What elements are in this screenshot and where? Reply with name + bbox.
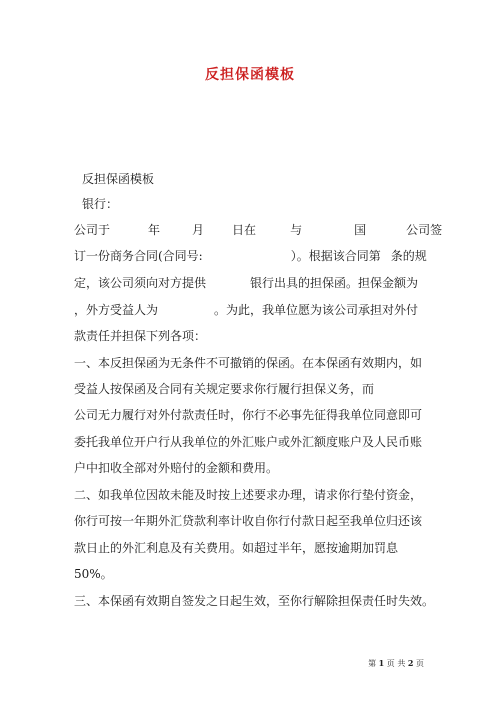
text-fragment: ，外方受益人为 — [74, 303, 159, 317]
text-line-4 — [74, 302, 434, 318]
text-fragment: ）。根据该合同第 — [290, 249, 381, 263]
text-fragment: 条的规 — [390, 249, 427, 263]
footer-text: 页 — [416, 659, 424, 668]
text-line-14: 50%。 — [74, 567, 113, 581]
footer-text: 页 共 — [386, 659, 406, 668]
text-line-1 — [74, 222, 443, 238]
text-line-7: 受益人按保函及合同有关规定要求你行履行担保义务，而 — [74, 382, 375, 396]
text-line-12: 你行可按一年期外汇贷款利率计收自你行付款日起至我单位归还该 — [74, 514, 423, 528]
text-fragment: 日在 — [232, 223, 257, 237]
text-line-13: 款日止的外汇利息及有关费用。如超过半年，愿按逾期加罚息 — [74, 541, 399, 555]
total-page-number: 2 — [407, 658, 414, 668]
footer-text: 第 — [368, 659, 377, 668]
text-line-15: 三、本保函有效期自签发之日起生效，至你行解除担保责任时失效。 — [74, 594, 435, 608]
text-line-9: 委托我单位开户行从我单位的外汇账户或外汇额度账户及人民币账 — [74, 435, 423, 449]
text-fragment: 定，该公司须向对方提供 — [74, 276, 207, 290]
document-subtitle: 反担保函模板 — [82, 172, 155, 186]
text-fragment: 公司签 — [406, 223, 443, 237]
text-line-10: 户中扣收全部对外赔付的金额和费用。 — [74, 461, 279, 475]
text-fragment: 月 — [192, 223, 205, 237]
text-line-5: 款责任并担保下列各项： — [74, 329, 207, 343]
text-fragment: 年 — [148, 223, 161, 237]
text-fragment: 。为此，我单位愿为该公司承担对外付 — [214, 303, 419, 317]
text-line-2 — [74, 248, 434, 264]
page-footer — [368, 658, 424, 669]
text-fragment: 订一份商务合同(合同号: — [74, 249, 203, 263]
document-title: 反担保函模板 — [205, 67, 295, 83]
bank-line: 银行： — [82, 197, 119, 211]
text-line-3 — [74, 275, 434, 291]
text-line-6: 一、本反担保函为无条件不可撤销的保函。在本保函有效期内，如 — [74, 356, 423, 370]
text-fragment: 国 — [354, 223, 367, 237]
text-line-8: 公司无力履行对外付款责任时，你行不必事先征得我单位同意即可 — [74, 408, 423, 422]
text-fragment: 公司于 — [74, 223, 111, 237]
current-page-number: 1 — [378, 658, 385, 668]
text-fragment: 与 — [290, 223, 303, 237]
text-line-11: 二、如我单位因故未能及时按上述要求办理，请求你行垫付资金， — [74, 488, 423, 502]
text-fragment: 银行出具的担保函。担保金额为 — [250, 276, 419, 290]
